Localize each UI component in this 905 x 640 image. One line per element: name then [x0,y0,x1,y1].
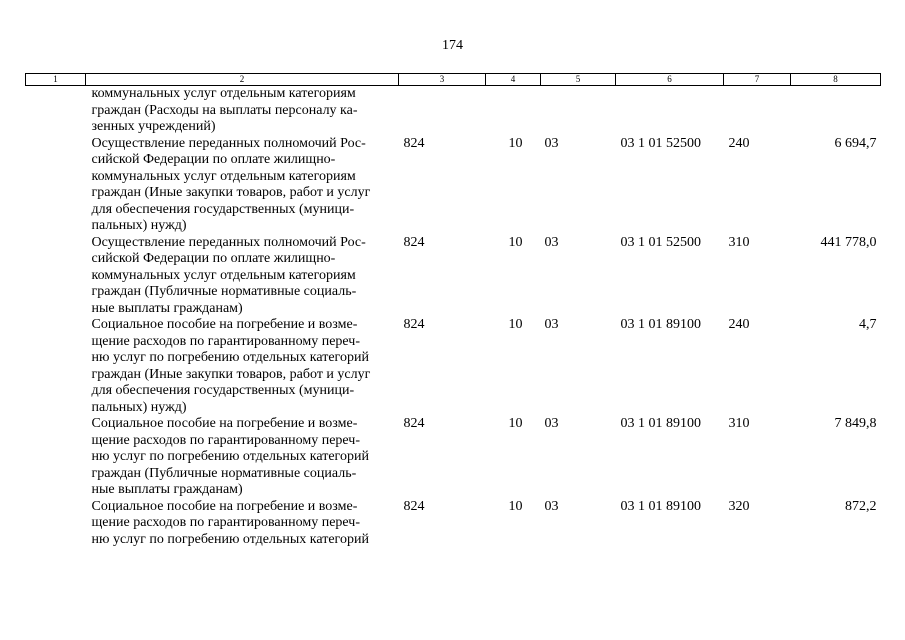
cell-empty [26,416,86,499]
row-grbs: 824 [403,135,425,151]
row-rz: 10 [508,416,523,431]
row-sum: 6 694,7 [834,135,877,151]
row-vr: 240 [728,317,750,332]
cell-empty [26,136,86,235]
continuation-row [26,86,881,136]
header-col-6: 6 [616,74,724,86]
row-sum: 872,2 [845,498,877,514]
header-col-4: 4 [486,74,541,86]
row-pr: 03 [544,317,559,332]
row-csr: 03 1 01 89100 [620,416,701,431]
page-number: 174 [442,38,463,53]
table-row [26,136,881,235]
cell-empty [26,235,86,318]
row-rz: 10 [508,317,523,332]
table-row [26,416,881,499]
row-grbs: 824 [403,317,425,332]
row-vr: 240 [728,135,750,151]
row-grbs: 824 [403,234,425,250]
row-name: Социальное пособие на погребение и возме- щение расходов по гарантированному переч- ню услуг по погребению отдельных категорий граждан (Иные закупки товаров, работ и услуг для обеспечения государственных (муници- пальных) нужд) [91,317,371,415]
cell-empty [541,86,616,136]
header-col-3: 3 [399,74,486,86]
cell-empty [26,317,86,416]
header-col-8: 8 [791,74,881,86]
header-row [26,74,881,86]
row-pr: 03 [544,416,559,431]
row-grbs: 824 [403,498,425,514]
table-row [26,317,881,416]
cell-empty [399,86,486,136]
row-vr: 320 [728,498,750,514]
table-header [26,74,881,86]
table-row [26,235,881,318]
cell-empty [616,86,724,136]
cell-empty [26,499,86,549]
row-sum: 4,7 [859,317,877,332]
row-pr: 03 [544,234,559,250]
row-csr: 03 1 01 89100 [620,317,701,332]
table-body [26,86,881,549]
row-pr: 03 [544,498,559,514]
header-col-2: 2 [86,74,399,86]
row-csr: 03 1 01 89100 [620,498,701,514]
row-sum: 7 849,8 [834,416,877,431]
table-row [26,499,881,549]
row-csr: 03 1 01 52500 [620,234,701,250]
cell-empty [724,86,791,136]
row-name: Социальное пособие на погребение и возме- щение расходов по гарантированному переч- ню услуг по погребению отдельных категорий граждан (Публичные нормативные социаль- ные выплаты гражданам) [91,416,369,497]
header-col-1: 1 [26,74,86,86]
row-name: Осуществление переданных полномочий Рос- сийской Федерации по оплате жилищно- коммунальных услуг отдельным категориям граждан (Публичные нормативные социаль- ные выплаты гражданам) [91,234,366,316]
cell-empty [791,86,881,136]
header-col-7: 7 [724,74,791,86]
row-rz: 10 [508,234,523,250]
cell-empty [26,86,86,136]
row-grbs: 824 [403,416,425,431]
continuation-text: коммунальных услуг отдельным категориям граждан (Расходы на выплаты персоналу ка- зенных учреждений) [91,86,358,134]
row-sum: 441 778,0 [820,234,877,250]
budget-table [25,73,881,548]
cell-empty [486,86,541,136]
row-pr: 03 [544,135,559,151]
row-vr: 310 [728,234,750,250]
row-name: Осуществление переданных полномочий Рос- сийской Федерации по оплате жилищно- коммунальных услуг отдельным категориям граждан (Иные закупки товаров, работ и услуг для обеспечения государственных (муници- пальных) нужд) [91,135,371,233]
row-csr: 03 1 01 52500 [620,135,701,151]
row-rz: 10 [508,498,523,514]
header-col-5: 5 [541,74,616,86]
row-vr: 310 [728,416,750,431]
row-rz: 10 [508,135,523,151]
row-name: Социальное пособие на погребение и возме- щение расходов по гарантированному переч- ню услуг по погребению отдельных категорий [91,498,369,547]
